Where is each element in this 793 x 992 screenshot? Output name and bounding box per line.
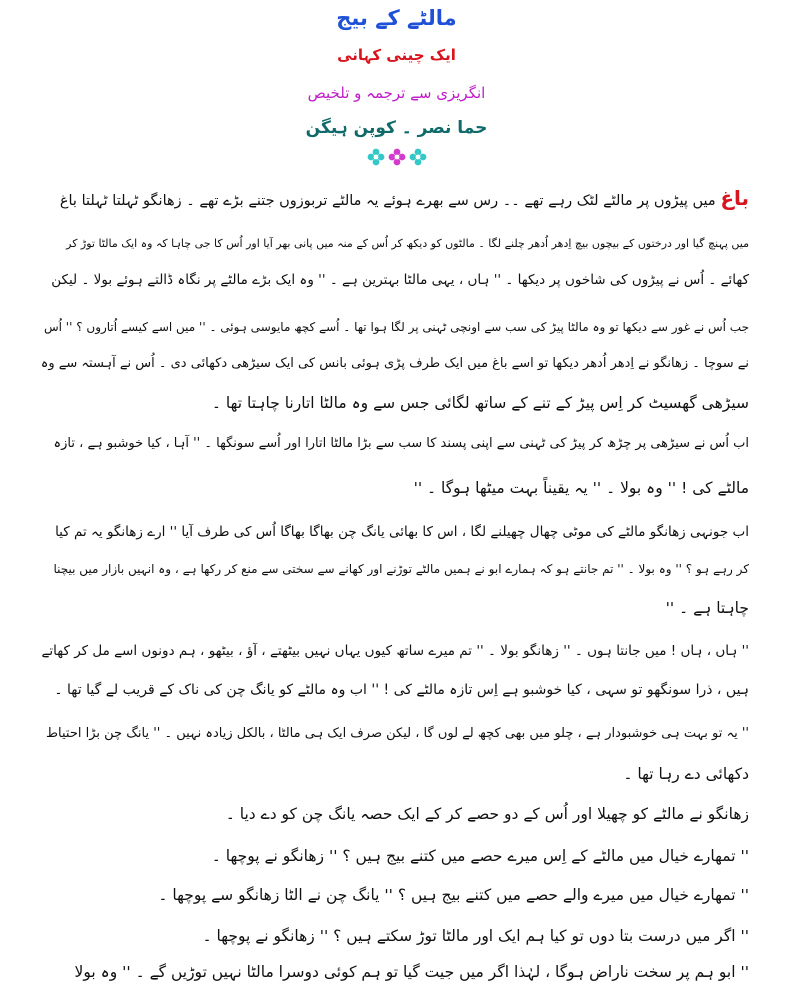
text-line (60, 188, 749, 211)
drop-cap-word: باغ (720, 186, 749, 210)
text-line: '' ہاں ، ہاں ! میں جانتا ہوں ۔ '' زھانگو بولا ۔ '' تم میرے ساتھ کیوں یہاں نہیں بیٹھتے ، آؤ ، بیٹھو ، ہم دونوں اسے مل کر کھاتے (41, 643, 749, 659)
line-text: میں پیڑوں پر مالٹے لٹک رہے تھے ۔۔ رس سے بھرے ہوئے یہ مالٹے تربوزوں جتنے بڑے تھے ۔ زھانگو ٹہلتا ٹہلتا باغ (59, 193, 716, 209)
text-line: '' تمھارے خیال میں میرے والے حصے میں کتنے بیج ہیں ؟ '' یانگ چن نے الٹا زھانگو سے پوچھا ۔ (158, 886, 749, 904)
text-line: '' تمھارے خیال میں مالٹے کے اِس میرے حصے میں کتنے بیج ہیں ؟ '' زھانگو نے پوچھا ۔ (211, 847, 749, 865)
text-line: ہیں ، ذرا سونگھو تو سہی ، کیا خوشبو ہے اِس تازہ مالٹے کی ! '' اب وہ مالٹے کو یانگ چن کی ناک کے قریب لے گیا تھا ۔ (54, 682, 749, 698)
text-line: میں پہنچ گیا اور درختوں کے بیچوں بیچ اِدھر اُدھر چلنے لگا ۔ مالٹوں کو دیکھ کر اُس کے منہ میں پانی بھر آیا اور اُس کا جی چاہا کہ وہ ایک مالٹا توڑ کر (66, 237, 749, 250)
text-line: اب جونہی زھانگو مالٹے کی موٹی چھال چھیلنے لگا ، اس کا بھائی یانگ چن بھاگا بھاگا اُس کی طرف آیا '' ارے زھانگو یہ تم کیا (55, 524, 749, 540)
text-line: زھانگو نے مالٹے کو چھیلا اور اُس کے دو حصے کر کے ایک حصہ یانگ چن کو دے دیا ۔ (225, 805, 749, 823)
ornament-row (0, 148, 793, 168)
text-line: کھائے ۔ اُس نے پیڑوں کی شاخوں پر دیکھا ۔ '' ہاں ، یہی مالٹا بہترین ہے ۔ '' وہ ایک بڑے مالٹے پر نگاہ ڈالتے ہوئے بولا ۔ لیکن (51, 272, 749, 288)
translation-note: انگریزی سے ترجمہ و تلخیص (307, 84, 486, 102)
author-line: حما نصر ۔ کوپن ہیگن (305, 118, 488, 138)
text-line: اب اُس نے سیڑھی پر چڑھ کر پیڑ کی ٹہنی سے اپنی پسند کا سب سے بڑا مالٹا اتارا اور اُسے سونگھا ۔ '' آہا ، کیا خوشبو ہے ، تازہ (53, 436, 749, 451)
text-line: چاہتا ہے ۔ '' (665, 599, 749, 617)
text-line: نے سوچا ۔ زھانگو نے اِدھر اُدھر دیکھا تو اسے باغ میں ایک طرف پڑی ہوئی بانس کی ایک سیڑھی دکھائی دی ۔ اُس نے آہستہ سے وہ (40, 356, 749, 371)
flower-icon (388, 148, 406, 166)
story-subtitle: ایک چینی کہانی (337, 46, 456, 64)
text-line: سیڑھی گھسیٹ کر اِس پیڑ کے تنے کے ساتھ لگائی جس سے وہ مالٹا اتارنا چاہتا تھا ۔ (211, 394, 749, 412)
text-line: کر رہے ہو ؟ '' وہ بولا ۔ '' تم جانتے ہو کہ ہمارے ابو نے ہمیں مالٹے توڑنے اور کھانے سے سختی سے منع کر رکھا ہے ، وہ انہیں بازار میں بیچنا (53, 562, 749, 576)
story-title: مالٹے کے بیج (336, 6, 457, 30)
text-line: جب اُس نے غور سے دیکھا تو وہ مالٹا پیڑ کی سب سے اونچی ٹہنی پر لگا ہوا تھا ۔ اُسے کچھ مایوسی ہوئی ۔ '' میں اسے کیسے اُتاروں ؟ '' اُس (43, 320, 749, 334)
flower-icon (367, 148, 385, 166)
text-line: مالٹے کی ! '' وہ بولا ۔ '' یہ یقیناً بہت میٹھا ہوگا ۔ '' (413, 479, 749, 497)
text-line: '' اگر میں درست بتا دوں تو کیا ہم ایک اور مالٹا توڑ سکتے ہیں ؟ '' زھانگو نے پوچھا ۔ (202, 927, 749, 945)
text-line: '' یہ تو بہت ہی خوشبودار ہے ، چلو میں بھی کچھ لے لوں گا ، لیکن صرف ایک ہی مالٹا ، بالکل زیادہ نہیں ۔ '' یانگ چن بڑا احتیاط (46, 726, 749, 741)
flower-icon (409, 148, 427, 166)
text-line: '' ابو ہم پر سخت ناراض ہوگا ، لہٰذا اگر میں جیت گیا تو ہم کوئی دوسرا مالٹا نہیں توڑیں گے ۔ '' وہ بولا (74, 963, 749, 981)
text-line: دکھائی دے رہا تھا ۔ (623, 765, 749, 783)
